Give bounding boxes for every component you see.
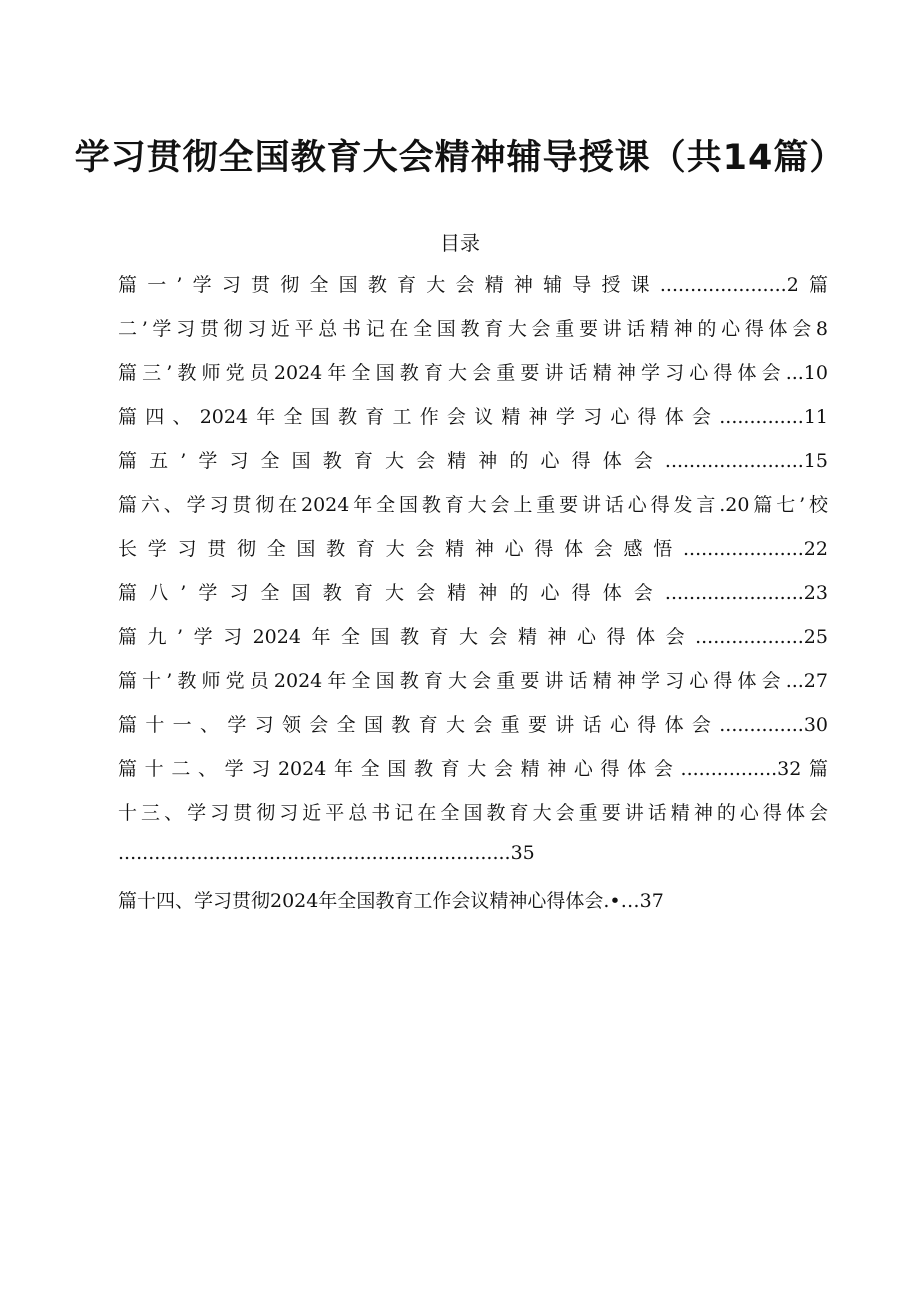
- toc-line[interactable]: 篇九’学习2024年全国教育大会精神心得体会..................25: [118, 626, 828, 648]
- toc-line[interactable]: 篇八’学习全国教育大会精神的心得体会.......................23: [118, 582, 828, 604]
- toc-line[interactable]: 篇三’教师党员2024年全国教育大会重要讲话精神学习心得体会...10: [118, 362, 828, 384]
- toc-line[interactable]: 十三、学习贯彻习近平总书记在全国教育大会重要讲话精神的心得体会: [118, 802, 828, 824]
- toc-line[interactable]: 篇十四、学习贯彻2024年全国教育工作会议精神心得体会.•…37: [118, 890, 664, 912]
- toc-line[interactable]: 二’学习贯彻习近平总书记在全国教育大会重要讲话精神的心得体会8: [118, 318, 828, 340]
- toc-line[interactable]: 篇六、学习贯彻在2024年全国教育大会上重要讲话心得发言.20篇七’校: [118, 494, 828, 516]
- toc-line[interactable]: 篇十二、学习2024年全国教育大会精神心得体会................32篇: [118, 758, 828, 780]
- document-title: 学习贯彻全国教育大会精神辅导授课（共14篇）: [74, 138, 846, 178]
- toc-heading: 目录: [440, 231, 480, 255]
- toc-line[interactable]: 篇五’学习全国教育大会精神的心得体会.......................15: [118, 450, 828, 472]
- toc-line[interactable]: 长学习贯彻全国教育大会精神心得体会感悟....................22: [118, 538, 828, 560]
- toc-line[interactable]: .................................................................35: [118, 842, 535, 864]
- toc-line[interactable]: 篇十’教师党员2024年全国教育大会重要讲话精神学习心得体会...27: [118, 670, 828, 692]
- toc-line[interactable]: 篇十一、学习领会全国教育大会重要讲话心得体会..............30: [118, 714, 828, 736]
- toc-line[interactable]: 篇四、2024年全国教育工作会议精神学习心得体会..............11: [118, 406, 828, 428]
- toc-line[interactable]: 篇一’学习贯彻全国教育大会精神辅导授课.....................2篇: [118, 274, 828, 296]
